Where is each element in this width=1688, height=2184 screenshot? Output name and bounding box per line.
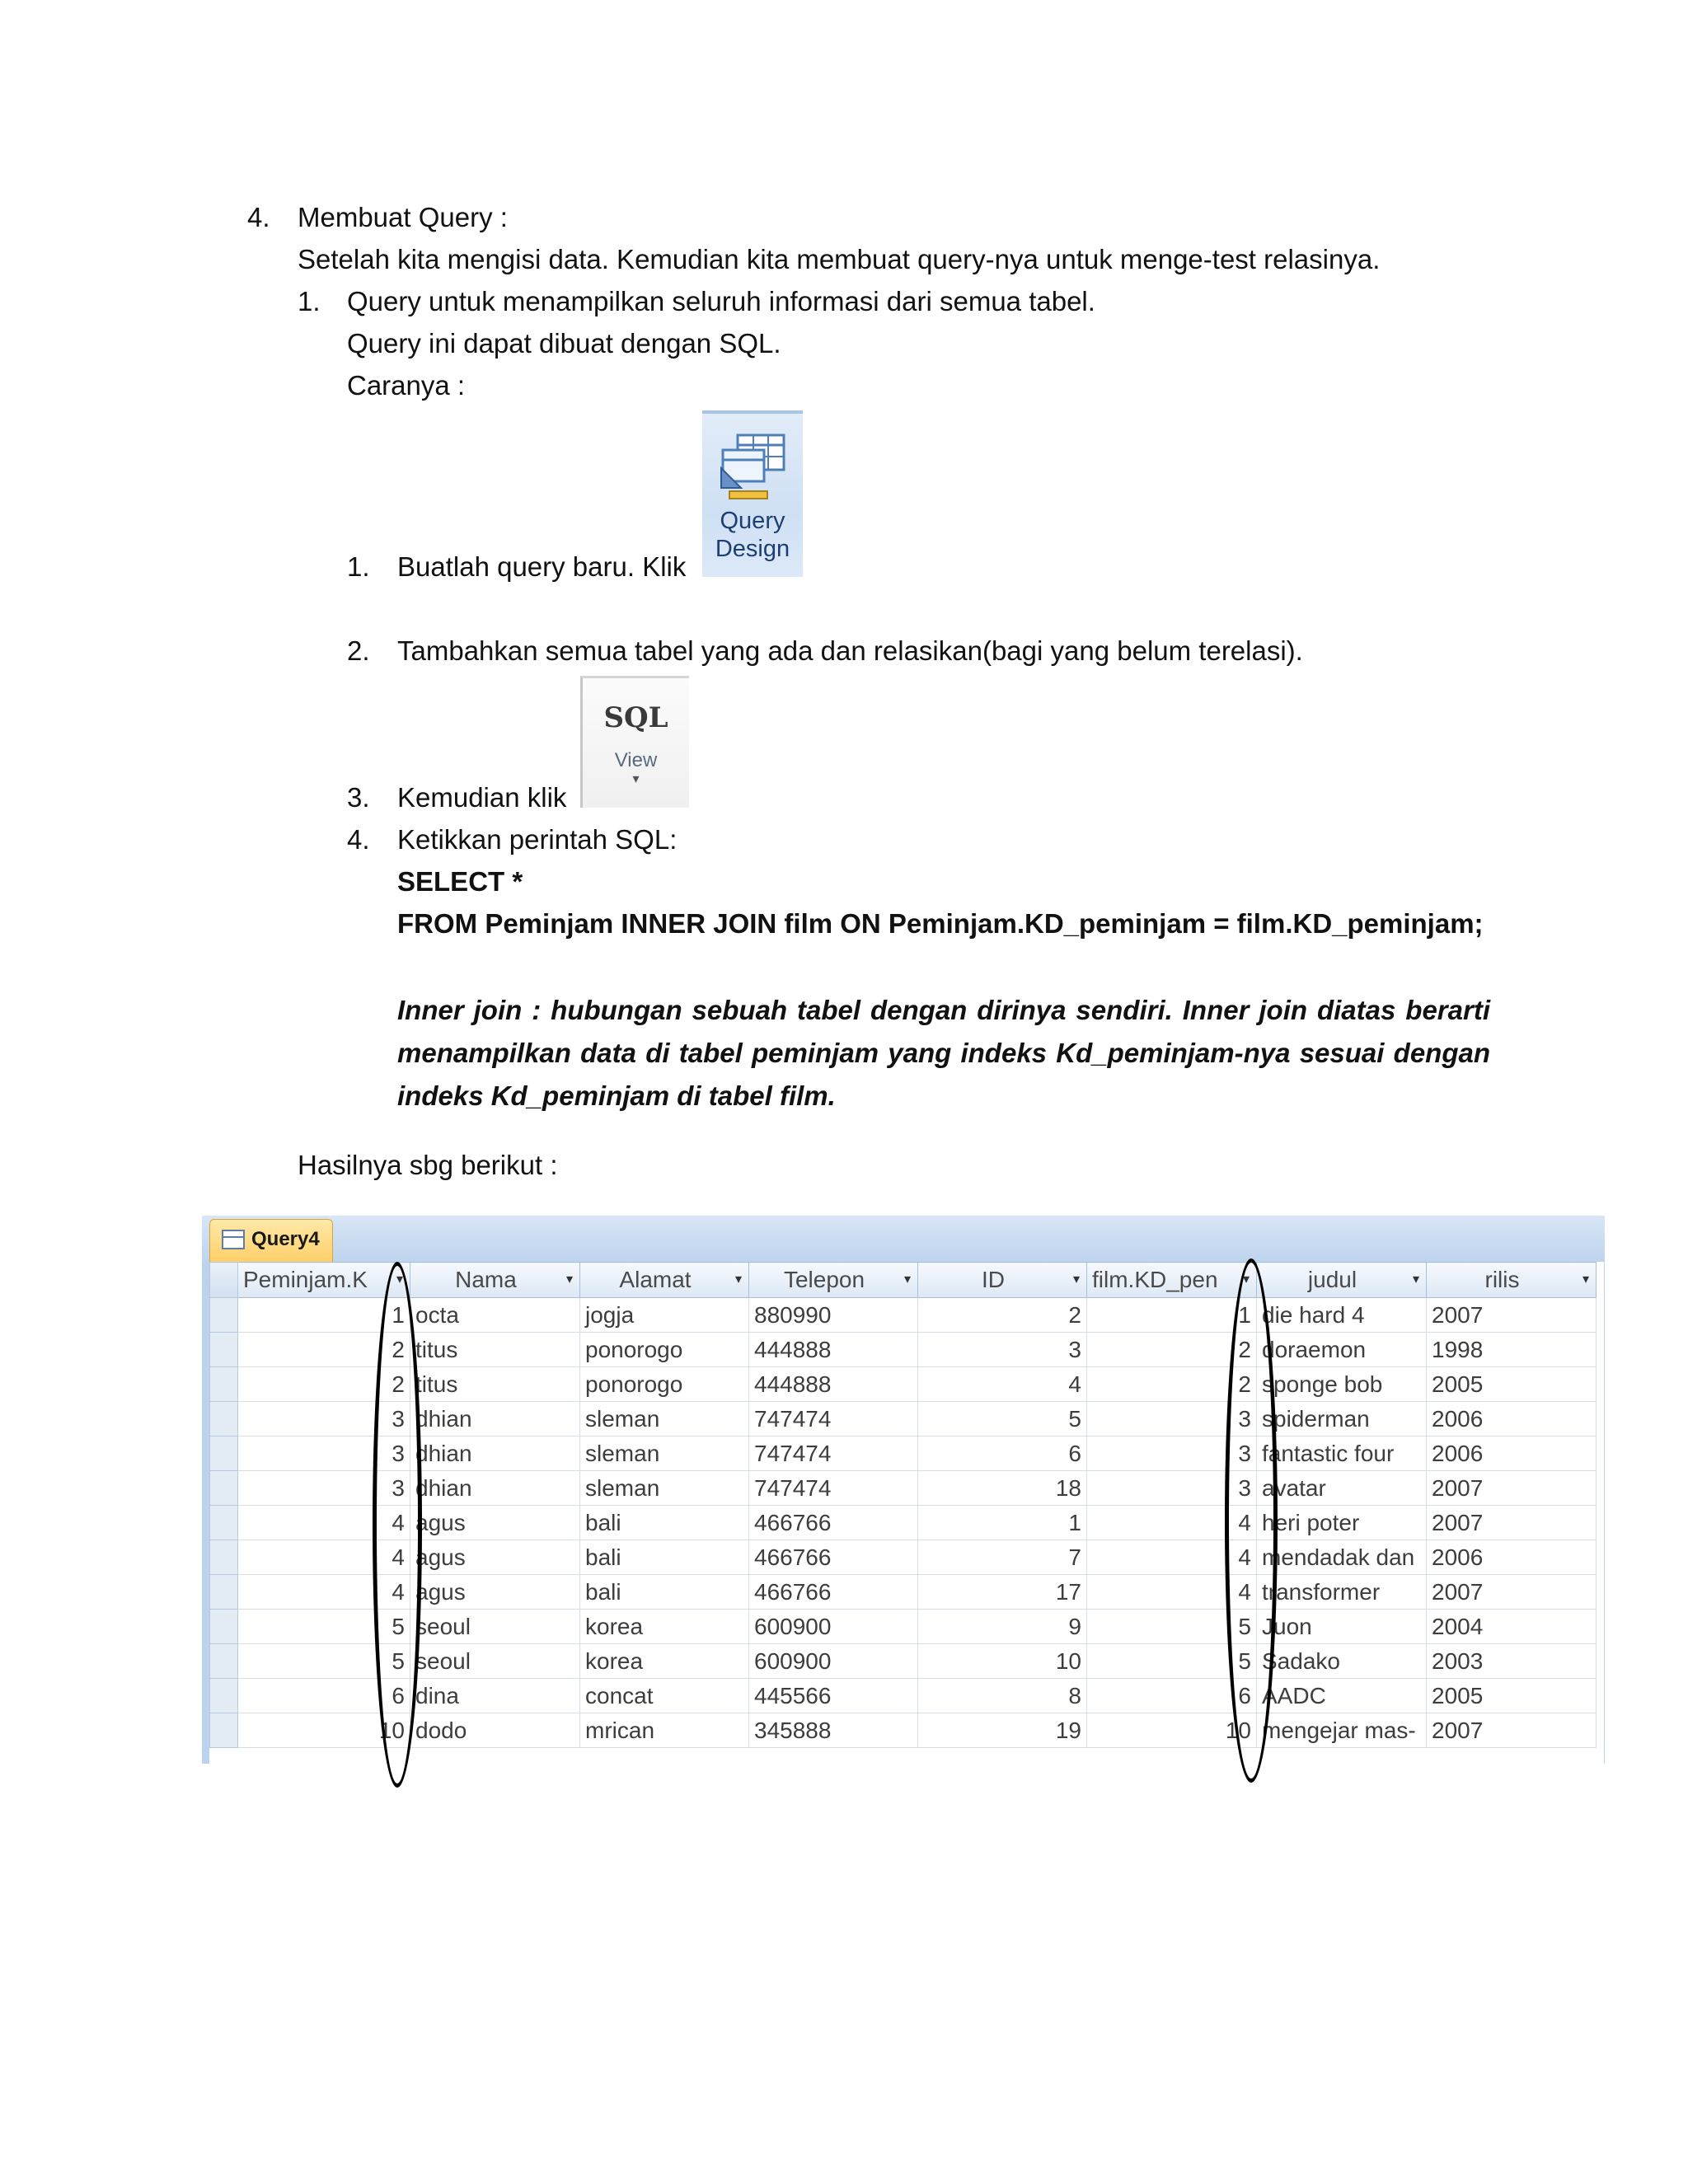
sub1-line1: Query untuk menampilkan seluruh informasi dari semua tabel. [347, 286, 1095, 316]
cell-rilis[interactable]: 2005 [1427, 1679, 1597, 1713]
cell-peminjam-kd[interactable]: 10 [238, 1713, 410, 1748]
cell-peminjam-kd[interactable]: 5 [238, 1644, 410, 1679]
cell-rilis[interactable]: 2005 [1427, 1367, 1597, 1402]
table-row [210, 1679, 1597, 1713]
cell-telepon[interactable]: 466766 [749, 1540, 918, 1575]
cell-telepon[interactable]: 600900 [749, 1644, 918, 1679]
cell-film-kd[interactable]: 2 [1087, 1333, 1257, 1367]
cell-id[interactable]: 1 [918, 1506, 1087, 1540]
cell-id[interactable]: 18 [918, 1471, 1087, 1506]
cell-rilis[interactable]: 2007 [1427, 1575, 1597, 1610]
cell-film-kd[interactable]: 3 [1087, 1436, 1257, 1471]
cell-alamat[interactable]: bali [580, 1540, 749, 1575]
cell-judul[interactable]: fantastic four [1257, 1436, 1427, 1471]
cell-film-kd[interactable]: 2 [1087, 1367, 1257, 1402]
row-selector[interactable] [210, 1713, 238, 1748]
cell-alamat[interactable]: sleman [580, 1471, 749, 1506]
cell-nama[interactable]: seoul [410, 1644, 580, 1679]
cell-telepon[interactable]: 466766 [749, 1506, 918, 1540]
cell-nama[interactable]: agus [410, 1540, 580, 1575]
cell-telepon[interactable]: 747474 [749, 1471, 918, 1506]
cell-alamat[interactable]: bali [580, 1575, 749, 1610]
cell-telepon[interactable]: 345888 [749, 1713, 918, 1748]
query-icon [222, 1230, 245, 1249]
column-dropdown-icon[interactable]: ▾ [1412, 1272, 1419, 1286]
cell-peminjam-kd[interactable]: 3 [238, 1402, 410, 1436]
column-header-label: Nama [455, 1267, 517, 1292]
column-header-id[interactable] [918, 1263, 1087, 1298]
row-selector[interactable] [210, 1298, 238, 1333]
column-header-film-kd[interactable] [1087, 1263, 1257, 1298]
row-selector[interactable] [210, 1333, 238, 1367]
cell-judul[interactable]: mengejar mas- [1257, 1713, 1427, 1748]
highlight-ellipse-film-kd [1225, 1258, 1278, 1783]
cell-film-kd[interactable]: 4 [1087, 1540, 1257, 1575]
sub1-line2: Query ini dapat dibuat dengan SQL. [347, 328, 781, 359]
cell-judul[interactable]: Sadako [1257, 1644, 1427, 1679]
row-selector[interactable] [210, 1402, 238, 1436]
cell-id[interactable]: 10 [918, 1644, 1087, 1679]
cell-judul[interactable]: spiderman [1257, 1402, 1427, 1436]
cell-telepon[interactable]: 747474 [749, 1402, 918, 1436]
cell-alamat[interactable]: mrican [580, 1713, 749, 1748]
cell-judul[interactable]: transformer [1257, 1575, 1427, 1610]
cell-rilis[interactable]: 2007 [1427, 1506, 1597, 1540]
cell-peminjam-kd[interactable]: 5 [238, 1610, 410, 1644]
sql-line-1: SELECT * [397, 866, 523, 897]
cell-rilis[interactable]: 2007 [1427, 1471, 1597, 1506]
row-selector[interactable] [210, 1644, 238, 1679]
column-dropdown-icon[interactable]: ▾ [1242, 1272, 1250, 1286]
query-design-label-1: Query [720, 508, 785, 534]
column-header-peminjam-kd[interactable] [238, 1263, 410, 1298]
cell-alamat[interactable]: ponorogo [580, 1367, 749, 1402]
cell-telepon[interactable]: 747474 [749, 1436, 918, 1471]
cell-alamat[interactable]: ponorogo [580, 1333, 749, 1367]
column-header-label: rilis [1484, 1267, 1520, 1292]
column-header-label: Telepon [783, 1267, 865, 1292]
cell-nama[interactable]: dhian [410, 1402, 580, 1436]
cell-nama[interactable]: agus [410, 1506, 580, 1540]
row-selector[interactable] [210, 1540, 238, 1575]
table-row [210, 1333, 1597, 1367]
cell-id[interactable]: 9 [918, 1610, 1087, 1644]
cell-film-kd[interactable]: 6 [1087, 1679, 1257, 1713]
cell-film-kd[interactable]: 5 [1087, 1644, 1257, 1679]
cell-judul[interactable]: AADC [1257, 1679, 1427, 1713]
cell-judul[interactable]: doraemon [1257, 1333, 1427, 1367]
table-row [210, 1298, 1597, 1333]
cell-telepon[interactable]: 444888 [749, 1367, 918, 1402]
step4-title: Membuat Query : [298, 202, 508, 232]
column-dropdown-icon[interactable]: ▾ [903, 1272, 911, 1286]
row-selector[interactable] [210, 1575, 238, 1610]
step-3-text: Kemudian klik [397, 782, 567, 813]
column-dropdown-icon[interactable]: ▾ [396, 1272, 403, 1286]
row-selector[interactable] [210, 1679, 238, 1713]
cell-id[interactable]: 5 [918, 1402, 1087, 1436]
cell-judul[interactable]: Juon [1257, 1610, 1427, 1644]
row-selector[interactable] [210, 1506, 238, 1540]
column-header-nama[interactable] [410, 1263, 580, 1298]
column-header-alamat[interactable] [580, 1263, 749, 1298]
sql-view-big-label: SQL [603, 701, 668, 734]
sql-line-2: FROM Peminjam INNER JOIN film ON Peminjam.KD_peminjam = film.KD_peminjam; [397, 908, 1484, 939]
row-selector[interactable] [210, 1610, 238, 1644]
column-header-label: Peminjam.K [243, 1267, 368, 1292]
cell-telepon[interactable]: 444888 [749, 1333, 918, 1367]
chevron-down-icon: ▾ [632, 772, 640, 786]
cell-alamat[interactable]: jogja [580, 1298, 749, 1333]
cell-nama[interactable]: agus [410, 1575, 580, 1610]
cell-judul[interactable]: die hard 4 [1257, 1298, 1427, 1333]
cell-id[interactable]: 6 [918, 1436, 1087, 1471]
step4-number: 4. [247, 202, 270, 232]
header-row [210, 1263, 1597, 1298]
cell-telepon[interactable]: 880990 [749, 1298, 918, 1333]
step-1-text: Buatlah query baru. Klik [397, 551, 687, 582]
column-header-rilis[interactable] [1427, 1263, 1597, 1298]
cell-rilis[interactable]: 2006 [1427, 1402, 1597, 1436]
cell-alamat[interactable]: korea [580, 1610, 749, 1644]
cell-film-kd[interactable]: 3 [1087, 1402, 1257, 1436]
query4-tab-label: Query4 [251, 1228, 320, 1250]
cell-peminjam-kd[interactable]: 3 [238, 1471, 410, 1506]
column-dropdown-icon[interactable]: ▾ [1582, 1272, 1589, 1286]
query-design-icon [713, 432, 792, 503]
cell-telepon[interactable]: 445566 [749, 1679, 918, 1713]
cell-peminjam-kd[interactable]: 2 [238, 1367, 410, 1402]
cell-peminjam-kd[interactable]: 4 [238, 1575, 410, 1610]
cell-film-kd[interactable]: 4 [1087, 1506, 1257, 1540]
step4-intro: Setelah kita mengisi data. Kemudian kita membuat query-nya untuk menge-test relasinya. [298, 244, 1381, 274]
cell-judul[interactable]: mendadak dan [1257, 1540, 1427, 1575]
cell-alamat[interactable]: bali [580, 1506, 749, 1540]
step-3-number: 3. [347, 782, 370, 813]
cell-rilis[interactable]: 2006 [1427, 1540, 1597, 1575]
cell-peminjam-kd[interactable]: 6 [238, 1679, 410, 1713]
query-design-button[interactable] [702, 410, 803, 577]
inner-join-note: Inner join : hubungan sebuah tabel dengan dirinya sendiri. Inner join diatas berarti menampilkan data di tabel peminjam yang indeks Kd_peminjam-nya sesuai dengan indeks Kd_peminjam di tabel film. [397, 995, 1490, 1111]
step-2-text: Tambahkan semua tabel yang ada dan relasikan(bagi yang belum terelasi). [397, 635, 1303, 666]
cell-peminjam-kd[interactable]: 4 [238, 1506, 410, 1540]
step-1-number: 1. [347, 551, 370, 582]
sub1-number: 1. [298, 286, 321, 316]
cell-id[interactable]: 19 [918, 1713, 1087, 1748]
sql-view-small-label: View [614, 749, 658, 771]
cell-peminjam-kd[interactable]: 3 [238, 1436, 410, 1471]
column-header-judul[interactable] [1257, 1263, 1427, 1298]
column-header-telepon[interactable] [749, 1263, 918, 1298]
cell-film-kd[interactable]: 4 [1087, 1575, 1257, 1610]
cell-alamat[interactable]: sleman [580, 1436, 749, 1471]
cell-id[interactable]: 17 [918, 1575, 1087, 1610]
cell-film-kd[interactable]: 5 [1087, 1610, 1257, 1644]
query4-tab[interactable] [209, 1219, 333, 1262]
cell-rilis[interactable]: 1998 [1427, 1333, 1597, 1367]
row-selector[interactable] [210, 1436, 238, 1471]
column-header-label: Alamat [619, 1267, 692, 1292]
cell-id[interactable]: 8 [918, 1679, 1087, 1713]
cell-judul[interactable]: avatar [1257, 1471, 1427, 1506]
cell-judul[interactable]: heri poter [1257, 1506, 1427, 1540]
cell-alamat[interactable]: korea [580, 1644, 749, 1679]
cell-alamat[interactable]: sleman [580, 1402, 749, 1436]
cell-judul[interactable]: sponge bob [1257, 1367, 1427, 1402]
cell-peminjam-kd[interactable]: 1 [238, 1298, 410, 1333]
cell-nama[interactable]: dhian [410, 1471, 580, 1506]
column-header-label: judul [1307, 1267, 1357, 1292]
select-all-corner[interactable] [210, 1263, 238, 1298]
column-dropdown-icon[interactable]: ▾ [1072, 1272, 1080, 1286]
sql-view-button[interactable] [580, 676, 689, 808]
step-4-text: Ketikkan perintah SQL: [397, 824, 678, 855]
query-design-label-2: Design [715, 536, 790, 562]
step-2-number: 2. [347, 635, 370, 666]
cell-nama[interactable]: titus [410, 1367, 580, 1402]
cell-alamat[interactable]: concat [580, 1679, 749, 1713]
result-label: Hasilnya sbg berikut : [298, 1150, 558, 1180]
cell-film-kd[interactable]: 10 [1087, 1713, 1257, 1748]
row-selector[interactable] [210, 1367, 238, 1402]
column-dropdown-icon[interactable]: ▾ [734, 1272, 742, 1286]
cell-rilis[interactable]: 2007 [1427, 1713, 1597, 1748]
cell-film-kd[interactable]: 1 [1087, 1298, 1257, 1333]
datasheet-header [210, 1263, 1597, 1298]
cell-peminjam-kd[interactable]: 2 [238, 1333, 410, 1367]
cell-film-kd[interactable]: 3 [1087, 1471, 1257, 1506]
cell-rilis[interactable]: 2007 [1427, 1298, 1597, 1333]
cell-nama[interactable]: seoul [410, 1610, 580, 1644]
row-selector[interactable] [210, 1471, 238, 1506]
cell-telepon[interactable]: 466766 [749, 1575, 918, 1610]
cell-peminjam-kd[interactable]: 4 [238, 1540, 410, 1575]
column-header-label: ID [982, 1267, 1005, 1292]
column-header-label: film.KD_pen [1092, 1267, 1218, 1292]
cell-nama[interactable]: dina [410, 1679, 580, 1713]
cell-nama[interactable]: dhian [410, 1436, 580, 1471]
sub1-line3: Caranya : [347, 370, 466, 401]
cell-telepon[interactable]: 600900 [749, 1610, 918, 1644]
cell-nama[interactable]: titus [410, 1333, 580, 1367]
cell-nama[interactable]: octa [410, 1298, 580, 1333]
cell-rilis[interactable]: 2003 [1427, 1644, 1597, 1679]
step-4-number: 4. [347, 824, 370, 855]
highlight-ellipse-peminjam-kd [373, 1262, 422, 1788]
cell-id[interactable]: 2 [918, 1298, 1087, 1333]
cell-id[interactable]: 4 [918, 1367, 1087, 1402]
cell-id[interactable]: 7 [918, 1540, 1087, 1575]
cell-nama[interactable]: dodo [410, 1713, 580, 1748]
cell-rilis[interactable]: 2006 [1427, 1436, 1597, 1471]
datasheet-tab-bar [202, 1216, 1605, 1262]
cell-rilis[interactable]: 2004 [1427, 1610, 1597, 1644]
column-dropdown-icon[interactable]: ▾ [565, 1272, 573, 1286]
cell-id[interactable]: 3 [918, 1333, 1087, 1367]
table-row [210, 1713, 1597, 1748]
